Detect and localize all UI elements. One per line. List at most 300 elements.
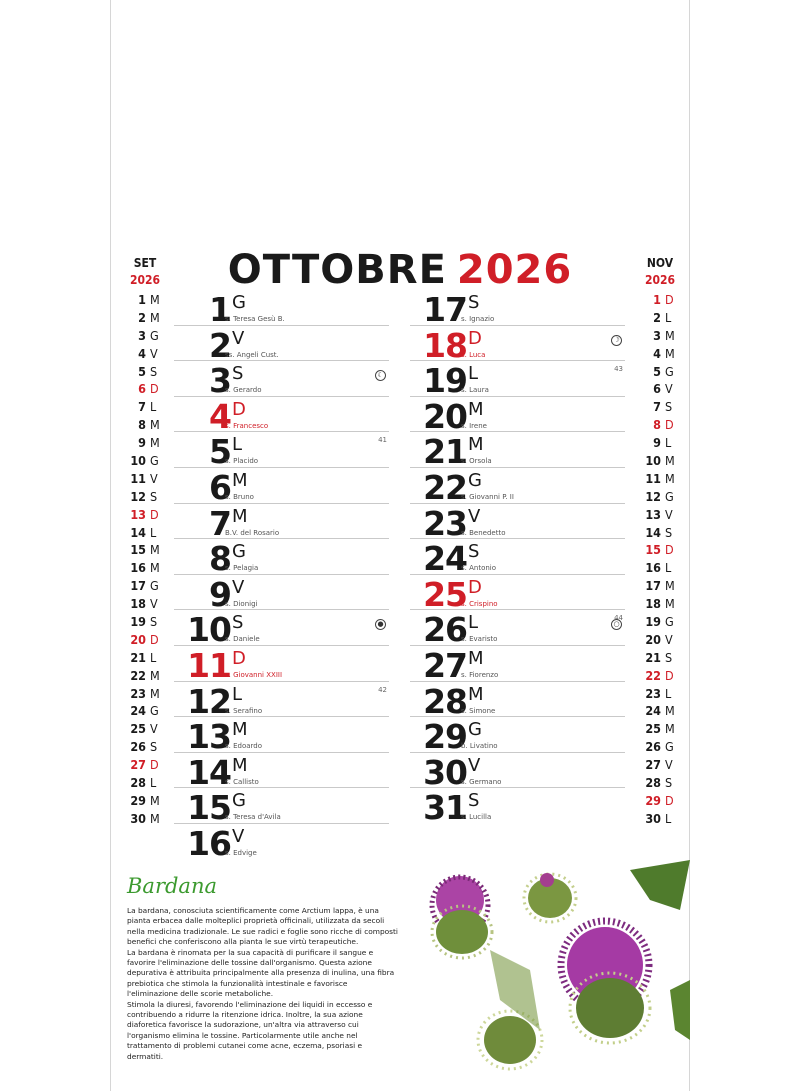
herb-paragraph: La bardana è rinomata per la sua capacità di purificare il sangue e favorire l'eliminazione delle tossine dall'organismo. Questa azione depurativa è attribuita principalmente alla presenza di inulina, una fibra prebiotica che stimola la funzionalità intestinale e favorisce l'eliminazione delle scorie metaboliche. — [127, 947, 395, 999]
day-number: 22 — [645, 667, 661, 683]
day-number: 11 — [130, 470, 146, 486]
herb-paragraph: La bardana, conosciuta scientificamente come Arctium lappa, è una pianta erbacea dalle molteplici proprietà officinali, utilizzata da secoli nella medicina tradizionale. Le sue radici e foglie sono ricche di composti benefici che conferiscono alla pianta le sue virtù terapeutiche. — [127, 906, 398, 947]
day-row — [410, 788, 625, 828]
day-number: 27 — [645, 757, 661, 773]
saint-name: s. Simone — [461, 706, 496, 715]
day-row — [174, 503, 389, 543]
week-number: 42 — [378, 685, 387, 694]
day-number: 29 — [423, 717, 467, 757]
day-number: 17 — [645, 578, 661, 594]
weekday-letter: S — [150, 363, 158, 379]
day-number: 13 — [130, 506, 146, 522]
saint-name: s. Lucilla — [461, 813, 492, 822]
weekday-letter: M — [665, 327, 675, 343]
weekday-letter: S — [232, 612, 244, 634]
prev-month-day-row — [125, 488, 165, 506]
day-number: 3 — [209, 361, 231, 401]
day-number: 20 — [645, 631, 661, 647]
next-month-day-row — [640, 291, 680, 309]
day-row — [174, 574, 389, 614]
prev-month-day-row — [125, 702, 165, 720]
thistle-flowers-image — [390, 840, 690, 1080]
day-number: 29 — [130, 792, 146, 808]
prev-month-day-row — [125, 559, 165, 577]
weekday-letter: G — [150, 453, 159, 469]
weekday-letter: L — [468, 363, 479, 385]
day-row — [174, 610, 389, 650]
weekday-letter: M — [665, 470, 675, 486]
next-month-day-row — [640, 380, 680, 398]
next-month-day-row — [640, 792, 680, 810]
moon-phase-icon: ○ — [611, 619, 622, 630]
next-month-day-row — [640, 738, 680, 756]
next-month-day-row — [640, 577, 680, 595]
next-month-day-row — [640, 345, 680, 363]
day-row — [410, 503, 625, 543]
day-number: 31 — [423, 788, 467, 828]
next-month-day-row — [640, 810, 680, 828]
day-number: 9 — [138, 435, 146, 451]
herb-paragraph: Stimola la diuresi, favorendo l'eliminazione dei liquidi in eccesso e contribuendo a ridurre la ritenzione idrica. Inoltre, la sua azione diaforetica favorisce la sudorazione, un'altra via attraverso cui l'organismo elimina le tossine. Particolarmente utile anche nel trattamento di problemi cutanei come acne, eczema, psoriasi e dermatiti. — [127, 999, 373, 1061]
day-row — [174, 717, 389, 757]
prev-month-list — [125, 255, 165, 828]
weekday-letter: D — [468, 576, 482, 598]
day-number: 27 — [423, 645, 467, 685]
saint-name: s. Edvige — [225, 848, 257, 857]
saint-name: s. Francesco — [225, 421, 269, 430]
prev-month-day-row — [125, 291, 165, 309]
day-number: 18 — [645, 596, 661, 612]
day-number: 4 — [209, 396, 231, 436]
day-number: 23 — [645, 685, 661, 701]
weekday-letter: V — [150, 721, 158, 737]
day-number: 10 — [130, 453, 146, 469]
weekday-letter: D — [468, 327, 482, 349]
day-number: 18 — [130, 596, 146, 612]
next-month-day-row — [640, 702, 680, 720]
day-row — [174, 432, 389, 472]
day-number: 5 — [653, 363, 661, 379]
weekday-letter: M — [232, 719, 248, 741]
day-number: 3 — [653, 327, 661, 343]
next-month-day-row — [640, 541, 680, 559]
prev-month-day-row — [125, 309, 165, 327]
moon-phase-icon: ☾ — [375, 370, 386, 381]
next-month-day-row — [640, 631, 680, 649]
thistle-flower-right — [561, 921, 650, 1043]
next-month-day-row — [640, 524, 680, 542]
day-row — [174, 361, 389, 401]
day-number: 24 — [645, 703, 661, 719]
day-number: 30 — [130, 810, 146, 826]
weekday-letter: S — [232, 363, 244, 385]
thistle-flower-left — [432, 876, 492, 958]
weekday-letter: D — [665, 667, 674, 683]
weekday-letter: G — [665, 614, 674, 630]
weekday-letter: M — [150, 792, 160, 808]
weekday-letter: G — [468, 469, 482, 491]
day-row — [410, 361, 625, 401]
day-number: 7 — [653, 399, 661, 415]
saint-name: s. Ignazio — [461, 315, 495, 323]
day-number: 16 — [130, 560, 146, 576]
next-month-day-row — [640, 506, 680, 524]
day-number: 4 — [653, 345, 661, 361]
day-number: 4 — [138, 345, 146, 361]
day-number: 25 — [423, 574, 467, 614]
days-column-1 — [174, 290, 389, 863]
saint-name: s. Serafino — [225, 706, 263, 715]
weekday-letter: M — [665, 578, 675, 594]
prev-month-day-row — [125, 577, 165, 595]
weekday-letter: V — [468, 754, 481, 776]
day-number: 20 — [130, 631, 146, 647]
prev-month-day-row — [125, 380, 165, 398]
weekday-letter: L — [150, 399, 157, 415]
day-row — [410, 432, 625, 472]
weekday-letter: S — [150, 488, 158, 504]
prev-month-day-row — [125, 649, 165, 667]
prev-month-day-row — [125, 810, 165, 828]
day-number: 14 — [130, 524, 146, 540]
saint-name: s. Gerardo — [225, 386, 262, 395]
moon-phase-icon: ☽ — [611, 335, 622, 346]
weekday-letter: M — [665, 703, 675, 719]
day-row — [174, 396, 389, 436]
day-number: 7 — [209, 503, 231, 543]
day-row — [410, 717, 625, 757]
prev-month-day-row — [125, 363, 165, 381]
prev-month-day-row — [125, 631, 165, 649]
day-number: 16 — [645, 560, 661, 576]
weekday-letter: V — [232, 825, 245, 847]
day-number: 19 — [130, 614, 146, 630]
weekday-letter: G — [232, 790, 246, 812]
next-month-day-row — [640, 434, 680, 452]
day-number: 5 — [138, 363, 146, 379]
weekday-letter: L — [232, 434, 243, 456]
next-month-day-row — [640, 309, 680, 327]
day-number: 23 — [423, 503, 467, 543]
weekday-letter: M — [150, 667, 160, 683]
weekday-letter: S — [468, 292, 480, 313]
weekday-letter: M — [232, 469, 248, 491]
day-number: 15 — [187, 788, 231, 828]
week-number: 44 — [614, 614, 623, 623]
week-number: 43 — [614, 365, 623, 374]
day-number: 9 — [653, 435, 661, 451]
weekday-letter: V — [232, 327, 245, 349]
weekday-letter: G — [665, 488, 674, 504]
days-column-2 — [410, 290, 625, 828]
day-number: 29 — [645, 792, 661, 808]
day-number: 1 — [653, 292, 661, 307]
prev-month-day-row — [125, 327, 165, 345]
day-number: 14 — [645, 524, 661, 540]
weekday-letter: M — [468, 434, 484, 456]
day-number: 12 — [645, 488, 661, 504]
weekday-letter: D — [665, 417, 674, 433]
weekday-letter: L — [665, 309, 672, 325]
prev-month-day-row — [125, 434, 165, 452]
weekday-letter: V — [665, 757, 673, 773]
day-row — [174, 645, 389, 685]
day-number: 12 — [130, 488, 146, 504]
saint-name: s. Daniele — [225, 635, 260, 644]
day-number: 15 — [130, 542, 146, 558]
weekday-letter: L — [665, 685, 672, 701]
saint-name: s. Antonio — [461, 564, 497, 573]
day-number: 21 — [423, 432, 467, 472]
weekday-letter: L — [150, 775, 157, 791]
day-number: 6 — [138, 381, 146, 397]
day-number: 22 — [130, 667, 146, 683]
prev-month-day-row — [125, 416, 165, 434]
weekday-letter: S — [665, 399, 673, 415]
day-row — [174, 539, 389, 579]
month-title: OTTOBRE — [227, 247, 447, 293]
weekday-letter: V — [150, 470, 158, 486]
weekday-letter: L — [150, 524, 157, 540]
day-row — [174, 752, 389, 792]
weekday-letter: D — [665, 792, 674, 808]
weekday-letter: S — [665, 524, 673, 540]
day-row — [174, 681, 389, 721]
weekday-letter: M — [468, 647, 484, 669]
weekday-letter: G — [150, 327, 159, 343]
day-number: 11 — [645, 470, 661, 486]
weekday-letter: D — [665, 542, 674, 558]
saint-name: s. Evaristo — [461, 635, 498, 644]
weekday-letter: L — [150, 649, 157, 665]
prev-month-day-row — [125, 774, 165, 792]
saint-name: s. Bruno — [225, 492, 254, 501]
day-number: 30 — [423, 752, 467, 792]
day-number: 16 — [187, 823, 231, 863]
day-row — [410, 539, 625, 579]
weekday-letter: G — [665, 363, 674, 379]
day-number: 23 — [130, 685, 146, 701]
day-row — [410, 574, 625, 614]
weekday-letter: M — [150, 309, 160, 325]
herb-title: Bardana — [127, 874, 217, 898]
saint-name: s. Crispino — [461, 599, 498, 608]
weekday-letter: M — [665, 453, 675, 469]
saint-name: ss. Angeli Cust. — [225, 350, 279, 359]
weekday-letter: L — [232, 683, 243, 705]
next-month-day-row — [640, 774, 680, 792]
saint-name: s. Teresa d'Avila — [225, 813, 281, 822]
prev-month-day-row — [125, 667, 165, 685]
saint-name: s. Fiorenzo — [461, 670, 499, 679]
day-number: 17 — [423, 290, 467, 329]
day-number: 10 — [645, 453, 661, 469]
weekday-letter: D — [150, 631, 159, 647]
weekday-letter: M — [232, 754, 248, 776]
day-number: 24 — [423, 539, 467, 579]
prev-month-day-row — [125, 398, 165, 416]
next-month-day-row — [640, 327, 680, 345]
page-title — [0, 248, 800, 292]
weekday-letter: M — [150, 542, 160, 558]
prev-month-year: 2026 — [129, 273, 161, 287]
day-number: 11 — [187, 645, 231, 685]
next-month-name: NOV — [646, 256, 674, 270]
day-number: 3 — [138, 327, 146, 343]
next-month-day-row — [640, 595, 680, 613]
herb-description — [127, 906, 399, 1062]
day-row — [174, 325, 389, 365]
next-month-day-row — [640, 398, 680, 416]
weekday-letter: L — [665, 435, 672, 451]
next-month-day-row — [640, 720, 680, 738]
day-number: 6 — [653, 381, 661, 397]
saint-name: B.V. del Rosario — [225, 528, 280, 537]
day-row — [174, 290, 389, 329]
day-number: 25 — [130, 721, 146, 737]
next-month-day-row — [640, 470, 680, 488]
next-month-day-row — [640, 559, 680, 577]
day-number: 10 — [187, 610, 231, 650]
day-number: 2 — [209, 325, 231, 365]
saint-name: s. Edoardo — [225, 742, 263, 751]
day-number: 5 — [209, 432, 231, 472]
day-number: 21 — [645, 649, 661, 665]
weekday-letter: D — [232, 647, 246, 669]
prev-month-name: SET — [133, 256, 157, 270]
moon-phase-icon: ● — [375, 619, 386, 630]
day-number: 12 — [187, 681, 231, 721]
weekday-letter: M — [150, 810, 160, 826]
prev-month-day-row — [125, 506, 165, 524]
prev-month-day-row — [125, 738, 165, 756]
day-number: 30 — [645, 810, 661, 826]
weekday-letter: M — [150, 685, 160, 701]
prev-month-day-row — [125, 452, 165, 470]
next-month-day-row — [640, 649, 680, 667]
saint-name: b. Livatino — [461, 742, 498, 751]
saint-name: s. Benedetto — [461, 528, 506, 537]
day-number: 26 — [423, 610, 467, 650]
day-number: 21 — [130, 649, 146, 665]
week-number: 41 — [378, 436, 387, 445]
day-row — [410, 290, 625, 329]
weekday-letter: V — [468, 505, 481, 527]
weekday-letter: M — [665, 721, 675, 737]
day-number: 8 — [138, 417, 146, 433]
day-number: 1 — [209, 290, 231, 329]
weekday-letter: S — [150, 614, 158, 630]
saint-name: s. Dionigi — [225, 599, 258, 608]
weekday-letter: M — [150, 417, 160, 433]
weekday-letter: V — [665, 381, 673, 397]
prev-month-day-row — [125, 470, 165, 488]
year-title: 2026 — [456, 247, 573, 293]
weekday-letter: D — [150, 381, 159, 397]
prev-month-day-row — [125, 685, 165, 703]
weekday-letter: G — [150, 578, 159, 594]
weekday-letter: S — [665, 649, 673, 665]
prev-month-day-row — [125, 756, 165, 774]
weekday-letter: D — [232, 398, 246, 420]
saint-name: s. Pelagia — [225, 564, 259, 573]
weekday-letter: M — [468, 683, 484, 705]
saint-name: s. Giovanni P. II — [461, 492, 514, 501]
next-month-day-row — [640, 452, 680, 470]
weekday-letter: L — [665, 560, 672, 576]
saint-name: s. Laura — [461, 386, 489, 395]
weekday-letter: S — [150, 739, 158, 755]
saint-name: s. Placido — [225, 457, 259, 466]
day-number: 6 — [209, 467, 231, 507]
day-number: 27 — [130, 757, 146, 773]
day-row — [174, 467, 389, 507]
next-month-day-row — [640, 756, 680, 774]
weekday-letter: V — [150, 596, 158, 612]
saint-name: s. Irene — [461, 421, 487, 430]
next-month-day-row — [640, 416, 680, 434]
day-number: 13 — [645, 506, 661, 522]
day-number: 8 — [653, 417, 661, 433]
weekday-letter: G — [232, 541, 246, 563]
saint-name: s. Germano — [461, 777, 502, 786]
weekday-letter: M — [232, 505, 248, 527]
day-number: 22 — [423, 467, 467, 507]
day-row — [410, 467, 625, 507]
weekday-letter: V — [232, 576, 245, 598]
next-month-day-row — [640, 613, 680, 631]
day-number: 19 — [645, 614, 661, 630]
day-number: 14 — [187, 752, 231, 792]
day-number: 26 — [130, 739, 146, 755]
day-row — [174, 788, 389, 828]
day-number: 2 — [138, 309, 146, 325]
saint-name: s. Teresa Gesù B. — [225, 315, 285, 323]
weekday-letter: M — [150, 292, 160, 307]
day-row — [410, 396, 625, 436]
next-month-day-row — [640, 363, 680, 381]
day-number: 20 — [423, 396, 467, 436]
day-number: 24 — [130, 703, 146, 719]
weekday-letter: M — [150, 435, 160, 451]
prev-month-day-row — [125, 595, 165, 613]
saint-name: s. Callisto — [225, 777, 259, 786]
weekday-letter: M — [665, 345, 675, 361]
day-number: 26 — [645, 739, 661, 755]
next-month-day-row — [640, 667, 680, 685]
next-month-day-row — [640, 488, 680, 506]
prev-month-day-row — [125, 720, 165, 738]
next-month-list — [640, 255, 680, 828]
day-row — [410, 325, 625, 365]
weekday-letter: M — [665, 596, 675, 612]
saint-name: s. Giovanni XXIII — [225, 670, 283, 679]
day-number: 8 — [209, 539, 231, 579]
prev-month-day-row — [125, 345, 165, 363]
weekday-letter: V — [665, 631, 673, 647]
day-number: 25 — [645, 721, 661, 737]
next-month-day-row — [640, 685, 680, 703]
prev-month-day-row — [125, 524, 165, 542]
weekday-letter: G — [150, 703, 159, 719]
day-row — [410, 752, 625, 792]
day-row — [410, 681, 625, 721]
saint-name: s. Luca — [461, 350, 486, 359]
day-row — [174, 823, 389, 863]
day-number: 13 — [187, 717, 231, 757]
day-row — [410, 645, 625, 685]
day-number: 2 — [653, 309, 661, 325]
